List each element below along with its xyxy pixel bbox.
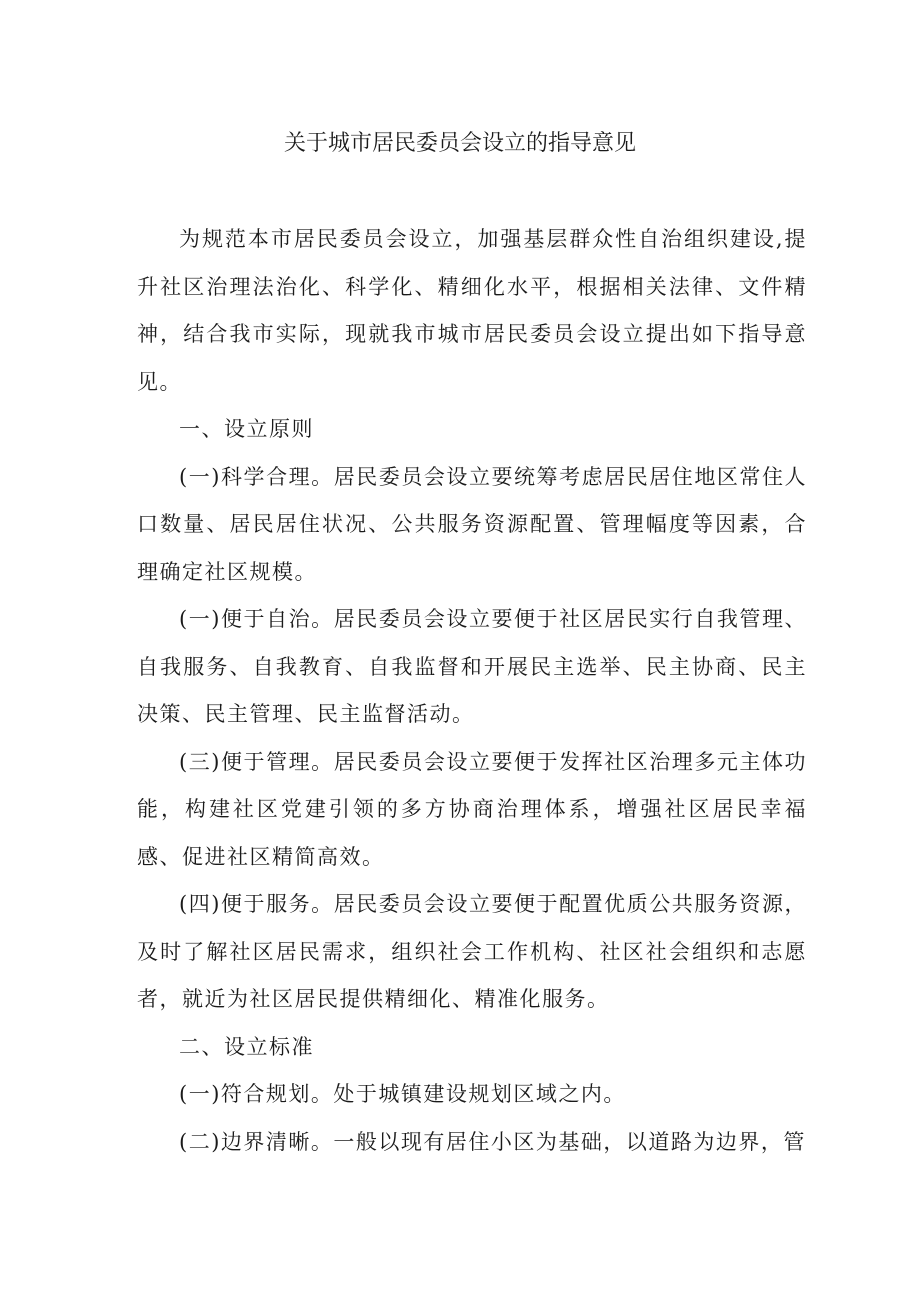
document-body (137, 216, 807, 1166)
standard-paragraph-2: (二)边界清晰。一般以现有居住小区为基础，以道路为边界，管 (179, 1129, 806, 1154)
document-title: 关于城市居民委员会设立的指导意见 (283, 131, 636, 156)
principle-paragraph-3: (三)便于管理。居民委员会设立要便于发挥社区治理多元主体功能，构建社区党建引领的多方协商治理体系，增强社区居民幸福感、促进社区精简高效。 (137, 749, 807, 869)
intro-paragraph: 为规范本市居民委员会设立，加强基层群众性自治组织建设,提升社区治理法治化、科学化、精细化水平，根据相关法律、文件精神，结合我市实际，现就我市城市居民委员会设立提出如下指导意见。 (137, 227, 807, 394)
principle-paragraph-1: (一)科学合理。居民委员会设立要统筹考虑居民居住地区常住人口数量、居民居住状况、公共服务资源配置、管理幅度等因素，合理确定社区规模。 (137, 464, 807, 584)
standard-paragraph-1: (一)符合规划。处于城镇建设规划区域之内。 (179, 1082, 626, 1106)
section-heading-principles: 一、设立原则 (179, 417, 314, 441)
principle-paragraph-4: (四)便于服务。居民委员会设立要便于配置优质公共服务资源，及时了解社区居民需求，组织社会工作机构、社区社会组织和志愿者，就近为社区居民提供精细化、精准化服务。 (137, 892, 807, 1011)
principle-paragraph-2: (一)便于自治。居民委员会设立要便于社区居民实行自我管理、自我服务、自我教育、自我监督和开展民主选举、民主协商、民主决策、民主管理、民主监督活动。 (137, 607, 807, 726)
section-heading-standards: 二、设立标准 (179, 1034, 314, 1059)
